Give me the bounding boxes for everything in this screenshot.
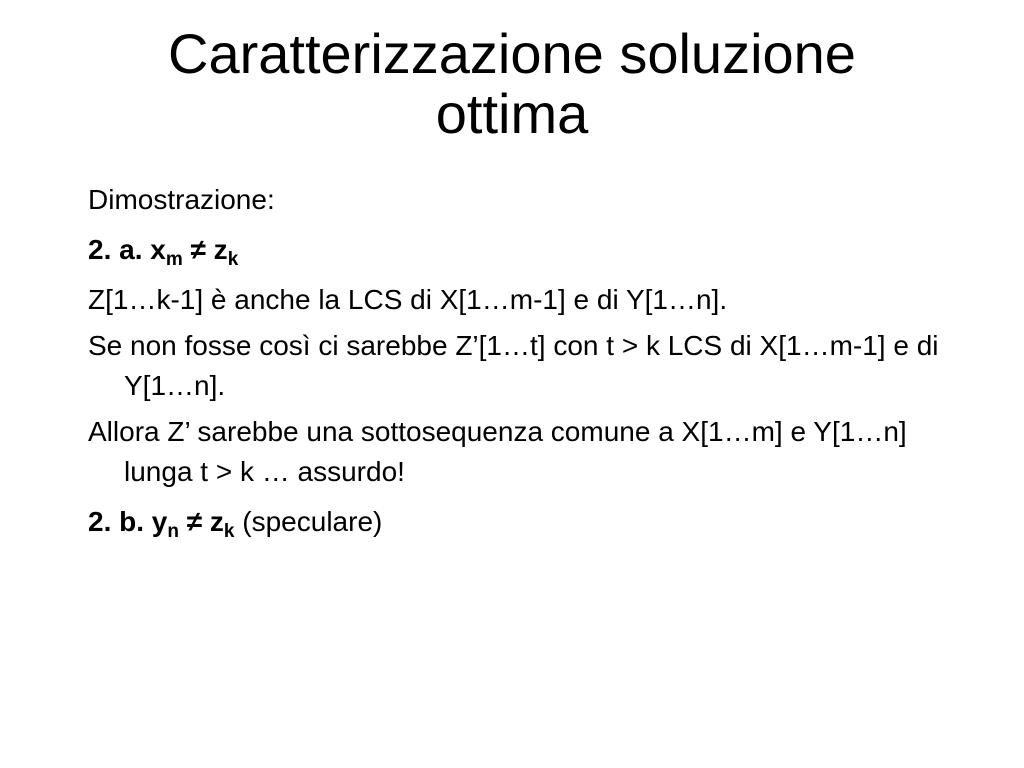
title-line-1: Caratterizzazione soluzione bbox=[168, 22, 856, 85]
title-line-2: ottima bbox=[435, 82, 589, 145]
case-b-prefix: 2. b. y bbox=[88, 506, 168, 537]
case-b-heading bbox=[88, 502, 948, 542]
slide-body bbox=[88, 180, 948, 552]
slide-title bbox=[60, 24, 964, 144]
text-line-lcs: Z[1…k-1] è anche la LCS di X[1…m-1] e di Y[1…n]. bbox=[88, 284, 728, 315]
case-a-subscript-k: k bbox=[227, 249, 239, 270]
text-line-contradiction: Se non fosse così ci sarebbe Z’[1…t] con t > k LCS di X[1…m-1] e di Y[1…n]. bbox=[88, 330, 939, 401]
text-line-absurd: Allora Z’ sarebbe una sottosequenza comune a X[1…m] e Y[1…n] lunga t > k … assurdo! bbox=[88, 416, 907, 487]
case-b-subscript-n: n bbox=[167, 521, 179, 542]
case-a-not-equal: ≠ z bbox=[182, 234, 228, 265]
case-b-subscript-k: k bbox=[223, 521, 235, 542]
proof-label: Dimostrazione: bbox=[88, 184, 275, 215]
case-a-heading bbox=[88, 230, 948, 270]
case-a-subscript-m: m bbox=[165, 249, 183, 270]
case-a-prefix: 2. a. x bbox=[88, 234, 166, 265]
case-b-suffix: (speculare) bbox=[234, 506, 383, 537]
case-b-not-equal: ≠ z bbox=[178, 506, 224, 537]
